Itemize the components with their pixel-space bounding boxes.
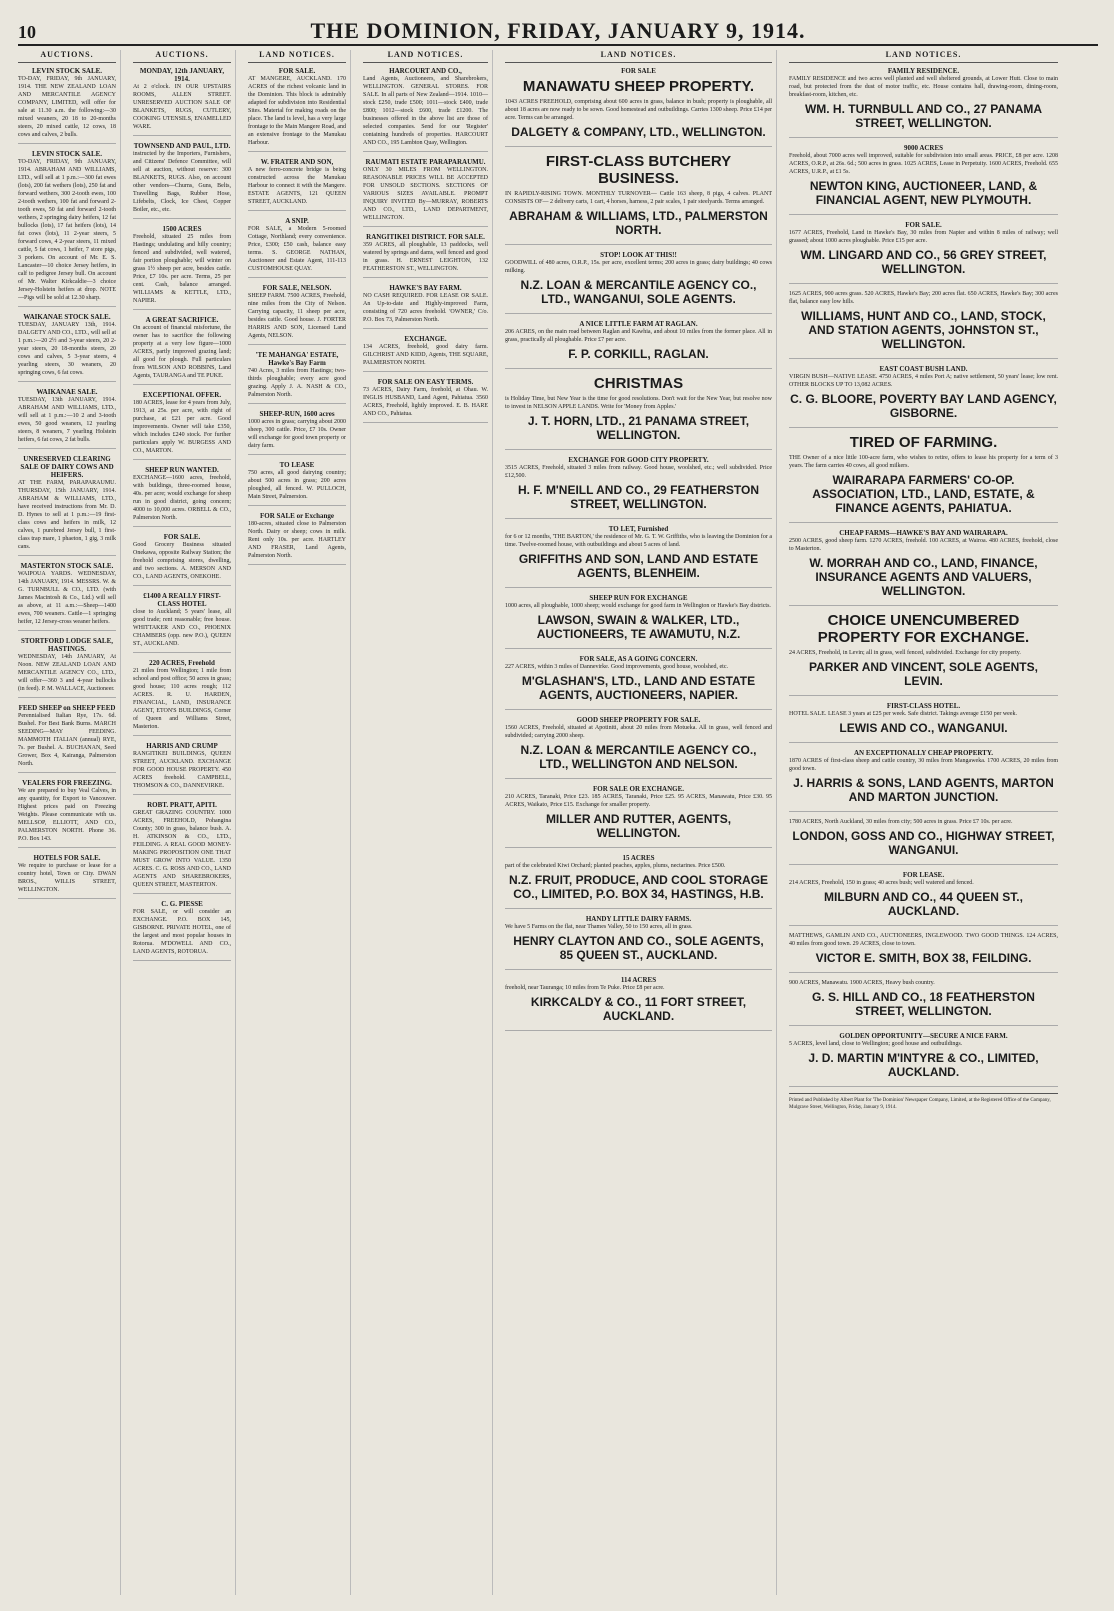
ad-body: 73 ACRES, Dairy Farm, freehold, at Ohau. W. INGLIS HUSBAND, Land Agent, Pahiatua. 3560 ACRES, Freehold, lightly improved. E. B. HARE AND CO., Pahiatua. (363, 387, 488, 417)
ad-heading: EXCEPTIONAL OFFER. (142, 391, 222, 399)
advertisement (18, 779, 116, 848)
advertisement (133, 67, 231, 136)
ad-display-headline: MANAWATU SHEEP PROPERTY. (522, 78, 755, 95)
advertisement (18, 150, 116, 307)
ad-body: 750 acres, all good dairying country; about 500 acres in grass; 200 acres ploughed, all fenced. W. PULLOCH, Main Street, Palmerston. (248, 470, 346, 500)
advertisement (789, 290, 1058, 359)
ad-heading: SHEEP RUN WANTED. (145, 466, 219, 474)
ad-body: On account of financial misfortune, the owner has to sacrifice the following property at a very low figure—1000 ACRES, partly improved grazing land; all good for plough. Full particulars from WILSON AND ROBBINS, Land Agents, TAURANGA and TE PUKE. (133, 325, 231, 379)
ad-heading: HARCOURT AND CO., (389, 67, 462, 75)
advertisement (133, 801, 231, 894)
ad-heading: FIRST-CLASS HOTEL. (886, 702, 961, 710)
ad-body: EXCHANGE—1600 acres, freehold, with buildings, three-roomed house, 40s. per acre; would exchange for sheep run in good district, going concern; 4000 to 10,000 acres. ORBELL & CO., Palmerston North. (133, 475, 231, 521)
advertisement (133, 900, 231, 961)
ad-advertiser: N.Z. LOAN & MERCANTILE AGENCY CO., LTD., WANGANUI, SOLE AGENTS. (520, 278, 757, 306)
advertisement (789, 365, 1058, 428)
column-2 (133, 50, 236, 1595)
column-3 (248, 50, 351, 1595)
advertisement (789, 529, 1058, 606)
advertisement (133, 142, 231, 219)
ad-advertiser: H. F. M'NEILL AND CO., 29 FEATHERSTON STREET, WELLINGTON. (517, 483, 760, 511)
ad-body: 21 miles from Wellington; 1 mile from school and post office; 50 acres in grass; good house; 110 acres rough; 112 ACRES. R. U. HARDEN, FINANCIAL, LAND, INSURANCE AGENT, ETON'S BUILDINGS, Corner of Queen and Williams Street, Masterton. (133, 668, 231, 730)
ad-advertiser: MILBURN AND CO., 44 QUEEN ST., AUCKLAND. (824, 890, 1023, 918)
ad-body: GOODWILL of 480 acres, O.R.P., 15s. per acre, excellent terms; 200 acres in grass; dairy buildings; 40 cows milking. (505, 260, 772, 274)
ad-heading: 114 ACRES (620, 976, 657, 984)
ad-heading: FOR SALE (621, 67, 656, 75)
ad-advertiser: LAWSON, SWAIN & WALKER, LTD., AUCTIONEERS, TE AWAMUTU, N.Z. (536, 613, 741, 641)
ad-heading: GOLDEN OPPORTUNITY—SECURE A NICE FARM. (839, 1032, 1008, 1040)
advertisement (789, 871, 1058, 926)
ad-body: Freehold, about 7000 acres well improved, suitable for subdivision into small areas. PRICE, £8 per acre. 1208 ACRES, O.R.P., at 26s. 6d.; 500 acres in grass. 1025 ACRES, Lease in Perpetuity. 1600 ACRES, Freehold. 655 ACRES, U.R.P., at £1 5s. (789, 153, 1058, 175)
advertisement (363, 233, 488, 278)
advertisement (18, 455, 116, 556)
column-6 (789, 50, 1062, 1595)
ad-body: 3515 ACRES, Freehold, situated 3 miles from railway. Good house, woolshed, etc.; well subdivided. Price £12,500. (505, 465, 772, 479)
ad-heading: FEED SHEEP on SHEEP FEED (18, 704, 116, 712)
advertisement (505, 655, 772, 710)
ad-body: NO CASH REQUIRED. FOR LEASE OR SALE. An Up-to-date and Highly-improved Farm, consisting of 720 acres freehold. 'OWNER,' C/o. P.O. Box 73, Palmerston North. (363, 293, 488, 323)
advertisement (248, 158, 346, 211)
advertisement (18, 854, 116, 899)
column-1 (18, 50, 121, 1595)
ad-advertiser: J. HARRIS & SONS, LAND AGENTS, MARTON AND MARTON JUNCTION. (793, 776, 1054, 804)
column-5 (505, 50, 777, 1595)
ad-heading: LEVIN STOCK SALE. (31, 150, 103, 158)
advertisement (505, 915, 772, 970)
ad-heading: FOR SALE ON EASY TERMS. (377, 378, 474, 386)
ad-body: 24 ACRES, Freehold, in Levin; all in grass, well fenced, subdivided. Exchange for city property. (789, 650, 1021, 656)
ad-heading: HAWKE'S BAY FARM. (389, 284, 462, 292)
ad-display-headline: CHRISTMAS (593, 375, 684, 392)
ad-heading: A NICE LITTLE FARM AT RAGLAN. (579, 320, 698, 328)
ad-body: 1780 ACRES, North Auckland, 30 miles from city; 500 acres in grass. Price £7 10s. per acre. (789, 819, 1013, 825)
advertisement (18, 67, 116, 144)
advertisement (248, 410, 346, 455)
advertisement (505, 320, 772, 369)
ad-body: for 6 or 12 months, 'THE BARTON,' the residence of Mr. G. T. W. Griffiths, who is leaving the Dominion for a time. Twelve-roomed house, with outbuildings and about 5 acres of land. (505, 534, 772, 548)
ad-heading: AN EXCEPTIONALLY CHEAP PROPERTY. (854, 749, 993, 757)
ad-body: FOR SALE, a Modern 5-roomed Cottage, Northland; every convenience. Price, £300; £50 cash, balance easy terms. S. GEORGE NATHAN, Auctioneer and Estate Agent, 111-113 CUSTOMHOUSE QUAY. (248, 226, 346, 272)
advertisement (505, 854, 772, 909)
ad-body: WAIPOUA YARDS. WEDNESDAY, 14th JANUARY, 1914. MESSRS. W. & G. TURNBULL & CO., LTD. (with James Macintosh & Co., Ltd.) will sell as above, at 11 a.m.:—Sheep—1400 ewes, 700 weaners. Cattle—1 springing heifer, 12 Jersey-cross weaner heifers. (18, 571, 116, 625)
ad-body: SHEEP FARM. 7500 ACRES, Freehold, nine miles from the City of Nelson. Carrying capacity, 11 sheep per acre, besides cattle. Good house. J. FORTER HARRIS AND SON, Licensed Land Agents, NELSON. (248, 293, 346, 339)
ad-advertiser: WILLIAMS, HUNT AND CO., LAND, STOCK, AND STATION AGENTS, JOHNSTON ST., WELLINGTON. (801, 309, 1046, 351)
ad-body: THE Owner of a nice little 100-acre farm, who wishes to retire, offers to lease his property for a term of 3 years. The farm carries 40 cows, all good milkers. (789, 455, 1058, 469)
ad-heading: EAST COAST BUSH LAND. (879, 365, 968, 373)
masthead (18, 18, 1098, 46)
advertisement (505, 525, 772, 588)
ad-heading: 220 ACRES, Freehold (149, 659, 215, 667)
ad-heading: RANGITIKEI DISTRICT. FOR SALE. (366, 233, 485, 241)
ad-body: 2500 ACRES, good sheep farm. 1270 ACRES, freehold. 100 ACRES, at Wairoa. 480 ACRES, freehold, close to Masterton. (789, 538, 1058, 552)
ad-advertiser: PARKER AND VINCENT, SOLE AGENTS, LEVIN. (809, 660, 1038, 688)
ad-heading: FOR SALE, NELSON. (262, 284, 332, 292)
advertisement (248, 512, 346, 565)
advertisement (505, 375, 772, 450)
ad-body: 180-acres, situated close to Palmerston North. Dairy or sheep; cows in milk. Rent only 10s. per acre. HARTLEY AND FRASER, Land Agents, Palmerston North. (248, 521, 346, 559)
advertisement (133, 225, 231, 310)
advertisement (133, 592, 231, 653)
advertisement (248, 217, 346, 278)
ad-display-headline: TIRED OF FARMING. (849, 434, 998, 451)
ad-body: Land Agents, Auctioneers, and Sharebrokers, WELLINGTON. GENERAL STORES. FOR SALE. In all parts of New Zealand—1914. 1010—stock £250, trade £500; 1011—stock £400, trade £800; 1012—stock £600, trade £1200. The businesses offered in the above list are those of selected companies. Send for our 'Register' containing hundreds of properties. HARCOURT AND CO., 195 Lambton Quay, Wellington. (363, 76, 488, 146)
advertisement (789, 434, 1058, 523)
ad-body: instructed by the Importers, Furnishers, and Citizens' Defence Committee, will sell at auction, without reserve: 300 BLANKETS, RUGS. Also, on account other vendors—Churns, Guns, Belts, Travelling Bags, Rubber Hose, Lifebelts, Clock, Ice Chest, Copper Boiler, etc., etc. (133, 151, 231, 213)
ad-body: 359 ACRES, all ploughable, 13 paddocks, well watered by springs and dams, well fenced and good in grass. H. ERNEST LEIGHTON, 132 FEATHERSTON ST., WELLINGTON. (363, 242, 488, 272)
ad-body: 1677 ACRES, Freehold, Land in Hawke's Bay, 30 miles from Napier and within 8 miles of railway; well grassed; about 1000 acres ploughable. Price £15 per acre. (789, 230, 1058, 244)
ad-body: TO-DAY, FRIDAY, 9th JANUARY, 1914. THE NEW ZEALAND LOAN AND MERCANTILE AGENCY COMPANY, LIMITED, will offer for sale at 11.30 a.m. the following:—30 mixed weaners, 20 18 to 20-months steers, 20 mixed cattle, 12 cows, 18 cows and calves, 2 bulls. (18, 76, 116, 138)
ad-heading: 1500 ACRES (162, 225, 202, 233)
ads-list (505, 67, 772, 1031)
advertisement (789, 612, 1058, 696)
advertisement (789, 1032, 1058, 1087)
ad-body: Perennialised Italian Rye, 17s. 6d. Bushel. For Best Bank Burns. MARCH SEEDING—MAY FEEDING. MAMMOTH ITALIAN (annual) RYE, 7s. per Bushel. A. BUCHANAN, Seed Grower, Box 4, Kairanga, Palmerston North. (18, 713, 116, 767)
ad-body: WEDNESDAY, 14th JANUARY, At Noon. NEW ZEALAND LOAN AND MERCANTILE AGENCY CO., LTD., will offer—360 3 and 4-year bullocks (in feed). P. M. WALLACE, Auctioneer. (18, 654, 116, 692)
ad-body: 206 ACRES, on the main road between Raglan and Kawhia, and about 10 miles from the former place. All in grass, practically all ploughable. Price £7 per acre. (505, 329, 772, 343)
advertisement (18, 562, 116, 631)
ad-advertiser: WAIRARAPA FARMERS' CO-OP. ASSOCIATION, LTD., LAND, ESTATE, & FINANCE AGENTS, PAHIATUA. (812, 473, 1035, 515)
ad-heading: MONDAY, 12th JANUARY, 1914. (139, 67, 225, 83)
advertisement (133, 533, 231, 586)
ad-advertiser: GRIFFITHS AND SON, LAND AND ESTATE AGENTS, BLENHEIM. (518, 552, 759, 580)
ad-body: 1625 ACRES, 900 acres grass. 520 ACRES, Hawke's Bay; 200 acres flat. 650 ACRES, Hawke's Bay; 300 acres flat, balance easy low hills. (789, 291, 1058, 305)
ad-heading: SHEEP-RUN, 1600 acres (259, 410, 335, 418)
ad-heading: STORTFORD LODGE SALE, HASTINGS. (20, 637, 113, 653)
advertisement (363, 378, 488, 423)
ad-heading: CHEAP FARMS—HAWKE'S BAY AND WAIRARAPA. (839, 529, 1008, 537)
advertisement (789, 144, 1058, 215)
ad-heading: HARRIS AND CRUMP (146, 742, 218, 750)
ad-body: Good Grocery Business situated Onekawa, opposite Railway Station; the freehold comprising stores, dwelling, and two sections. A. MERSON AND CO., LAND AGENTS, ONEKOHE. (133, 542, 231, 580)
advertisement (505, 785, 772, 848)
ad-body: close to Auckland; 5 years' lease, all good trade; rent reasonable; free house. WHITTAKER AND CO., PHOENIX CHAMBERS (opp. new P.O.), QUEEN ST., AUCKLAND. (133, 609, 231, 647)
ad-heading: 'TE MAHANGA' ESTATE, Hawke's Bay Farm (255, 351, 339, 367)
ads-list (18, 67, 116, 899)
ad-body: TUESDAY, JANUARY 13th, 1914. DALGETY AND CO., LTD., will sell at 1 p.m.:—20 2½ and 3-year steers, 20 2-year steers, 20 18-months steers, 20 cows and calves, 5 3-year steers, 4 yearling steers, 30 weaners, 20 springing cows, 6 fat cows. (18, 322, 116, 376)
ad-body: 214 ACRES, Freehold, 150 in grass; 40 acres bush; well watered and fenced. (789, 880, 974, 886)
ad-heading: W. FRATER AND SON, (260, 158, 334, 166)
advertisement (789, 932, 1058, 973)
ad-heading: GOOD SHEEP PROPERTY FOR SALE. (576, 716, 701, 724)
advertisement (789, 979, 1058, 1026)
ad-heading: C. G. PIESSE (161, 900, 203, 908)
ad-body: We require to purchase or lease for a country hotel, Town or City. DWAN BROS., WILLIS STREET, WELLINGTON. (18, 863, 116, 893)
column-header: LAND NOTICES. (505, 50, 772, 63)
ad-body: Freehold, situated 25 miles from Hastings; undulating and hilly country; fenced and subdivided, well watered, fair portion ploughable; will winter on grass 1½ sheep per acre, besides cattle. Price, £7 10s. per acre. Terms, 25 per cent. Cash, balance arranged. WILLIAMS & KETTLE, LTD., NAPIER. (133, 234, 231, 304)
ads-list (363, 67, 488, 423)
advertisement (18, 388, 116, 449)
advertisement (505, 67, 772, 147)
ad-heading: FOR SALE or Exchange (260, 512, 334, 520)
ad-heading: FOR SALE. (278, 67, 316, 75)
ad-body: We are prepared to buy Veal Calves, in any quantity, for Export to Vancouver. Highest prices paid on Freezing Weights. Please communicate with us. MELLSOP, ELLIOTT, AND CO., PALMERSTON NORTH. Phone 36. P.O. Box 143. (18, 788, 116, 842)
ad-heading: FAMILY RESIDENCE. (887, 67, 960, 75)
ad-body: part of the celebrated Kiwi Orchard; planted peaches, apples, plums, nectarines. Price £500. (505, 863, 726, 869)
advertisement (789, 749, 1058, 812)
advertisement (789, 221, 1058, 284)
ad-advertiser: DALGETY & COMPANY, LTD., WELLINGTON. (511, 125, 766, 139)
ad-heading: FOR SALE OR EXCHANGE. (592, 785, 684, 793)
ad-heading: RAUMATI ESTATE PARAPARAUMU. (365, 158, 486, 166)
advertisement (505, 594, 772, 649)
advertisement (505, 251, 772, 314)
ad-body: 1043 ACRES FREEHOLD, comprising about 600 acres in grass, balance in bush; property is ploughable, all about 18 acres are now ready to be sown. Good homestead and outbuildings. Carries 1300 sheep. Price £14 per acre. Terms can be arranged. (505, 99, 772, 121)
ad-advertiser: NEWTON KING, AUCTIONEER, LAND, & FINANCIAL AGENT, NEW PLYMOUTH. (809, 179, 1038, 207)
advertisement (363, 158, 488, 227)
ad-body: 134 ACRES, freehold, good dairy farm. GILCHRIST AND KIDD, Agents, THE SQUARE, PALMERSTON NORTH. (363, 344, 488, 366)
ad-advertiser: VICTOR E. SMITH, BOX 38, FEILDING. (815, 951, 1032, 965)
ad-body: 180 ACRES, lease for 4 years from July, 1913, at 25s. per acre, with right of purchase, at £21 per acre. Good improvements. Owner will take £350, which includes £240 stock. For further particulars apply W. BURGESS AND CO., MARTON. (133, 400, 231, 454)
ad-advertiser: M'GLASHAN'S, LTD., LAND AND ESTATE AGENTS, AUCTIONEERS, NAPIER. (521, 674, 756, 702)
ad-body: AT MANGERE, AUCKLAND. 170 ACRES of the richest volcanic land in the Dominion. This block is admirably adapted for subdivision into Residential Sites. Material for making roads on the place. The land is level, has a very large frontage to the Main Mangere Road, and an extensive frontage to the Manukau Harbour. (248, 76, 346, 146)
column-header: AUCTIONS. (18, 50, 116, 63)
ad-advertiser: ABRAHAM & WILLIAMS, LTD., PALMERSTON NORTH. (509, 209, 768, 237)
ad-body: IN RAPIDLY-RISING TOWN. MONTHLY TURNOVER— Cattle 163 sheep, 8 pigs, 4 calves. PLANT CONSISTS OF— 2 delivery carts, 1 cart, 4 horses, harness, 2 pair scales, 1 pair steelyards. Terms arranged. (505, 191, 772, 205)
ad-heading: VEALERS FOR FREEZING. (22, 779, 112, 787)
ad-body: VIRGIN BUSH—NATIVE LEASE. 4750 ACRES, 4 miles Port A; native settlement, 50 years' lease; low rent. OTHER BLOCKS UP TO 13,082 ACRES. (789, 374, 1058, 388)
ad-heading: WAIKANAE STOCK SALE. (23, 313, 111, 321)
ad-advertiser: N.Z. FRUIT, PRODUCE, AND COOL STORAGE CO., LIMITED, P.O. BOX 34, HASTINGS, H.B. (508, 873, 769, 901)
column-4 (363, 50, 493, 1595)
ads-list (789, 67, 1058, 1087)
ad-heading: HOTELS FOR SALE. (33, 854, 101, 862)
ad-body: ONLY 30 MILES FROM WELLINGTON. REASONABLE PRICES WILL BE ACCEPTED FOR UNSOLD SECTIONS. SECTIONS OF VARIOUS SIZES AVAILABLE. PROMPT INQUIRY INVITED By—MURRAY, ROBERTS AND CO., LTD., LAND DEPARTMENT, WELLINGTON. (363, 167, 488, 221)
ad-heading: A SNIP. (285, 217, 309, 225)
advertisement (133, 659, 231, 736)
ad-heading: ROBT. PRATT, APITI. (147, 801, 217, 809)
ad-heading: LEVIN STOCK SALE. (31, 67, 103, 75)
advertisement (248, 461, 346, 506)
advertisement (18, 704, 116, 773)
ad-heading: EXCHANGE. (404, 335, 447, 343)
ad-heading: TO LEASE (279, 461, 315, 469)
ad-body: 740 Acres, 3 miles from Hastings; two-thirds ploughable; every acre good grazing. Apply J. A. NASH & CO., Palmerston North. (248, 368, 346, 398)
advertisement (505, 976, 772, 1031)
ad-heading: UNRESERVED CLEARING SALE OF DAIRY COWS AND HEIFERS. (20, 455, 114, 479)
ad-body: RANGITIKEI BUILDINGS, QUEEN STREET, AUCKLAND. EXCHANGE FOR GOOD HOUSE PROPERTY. 450 ACRES freehold. CAMPBELL, THOMSON & CO., DANNEVIRKE. (133, 751, 231, 789)
ad-body: 227 ACRES, within 3 miles of Dannevirke. Good improvements, good house, woolshed, etc. (505, 664, 728, 670)
ad-heading: TOWNSEND AND PAUL, LTD. (133, 142, 231, 150)
ad-body: FOR SALE, or will consider an EXCHANGE. P.O. BOX 145, GISBORNE. PRIVATE HOTEL, one of the largest and most popular houses in Rotorua. M'DOWELL AND CO., LAND AGENTS, ROTORUA. (133, 909, 231, 955)
advertisement (789, 818, 1058, 865)
ad-advertiser: W. MORRAH AND CO., LAND, FINANCE, INSURANCE AGENTS AND VALUERS, WELLINGTON. (809, 556, 1038, 598)
ad-body: GREAT GRAZING COUNTRY. 1000 ACRES, FREEHOLD, Pohangina County; 300 in grass, balance bush. A. H. ATKINSON & CO., LTD., FEILDING. A REAL GOOD MONEY-MAKING PROPOSITION ONE THAT MUST GROW INTO VALUE. 1350 ACRES. C. G. ROSS AND CO., LAND AGENTS AND SHAREBROKERS, QUEEN STREET, MASTERTON. (133, 810, 231, 888)
columns (18, 50, 1098, 1595)
ad-body: 1000 acres, all ploughable, 1000 sheep; would exchange for good farm in Wellington or Hawke's Bay districts. (505, 603, 771, 609)
ad-advertiser: N.Z. LOAN & MERCANTILE AGENCY CO., LTD., WELLINGTON AND NELSON. (520, 743, 757, 771)
ad-body: TUESDAY, 13th JANUARY, 1914. ABRAHAM AND WILLIAMS, LTD., will sell at 1 p.m.:—10 2 and 3-tooth ewes, 50 good weaners, 12 yearling steers, 8 weaners, 7 yearling Holstein heifers, 6 fat cows, 2 fat bulls. (18, 397, 116, 443)
advertisement (133, 316, 231, 385)
ad-body: 1000 acres in grass; carrying about 2000 sheep, 300 cattle. Price, £7 10s. Owner will exchange for good town property or dairy farm. (248, 419, 346, 449)
advertisement (789, 702, 1058, 743)
column-header: LAND NOTICES. (789, 50, 1058, 63)
advertisement (133, 742, 231, 795)
ad-body: AT THE FARM, PARAPARAUMU. THURSDAY, 15th JANUARY, 1914. ABRAHAM & WILLIAMS, LTD., have received instructions from Mr. D. D. Hynes to sell at 1 p.m.:—19 first-class cows and heifers in milk, 12 calves, 1 purebred Jersey bull, 1 first-class trap mare, 1 phaeton, 1 gig, 3 milk cans. (18, 480, 116, 550)
ad-body: 900 ACRES, Manawatu. 1900 ACRES, Heavy bush country. (789, 980, 935, 986)
ad-body: 1560 ACRES, Freehold, situated at Apotiniti, about 20 miles from Motueka. All in grass, well fenced and subdivided; carrying 2000 sheep. (505, 725, 772, 739)
advertisement (133, 391, 231, 460)
ad-advertiser: J. D. MARTIN M'INTYRE & CO., LIMITED, AUCKLAND. (808, 1051, 1039, 1079)
advertisement (18, 637, 116, 698)
ad-heading: FOR SALE. (905, 221, 942, 229)
advertisement (18, 313, 116, 382)
advertisement (363, 284, 488, 329)
ad-advertiser: J. T. HORN, LTD., 21 PANAMA STREET, WELLINGTON. (527, 414, 750, 442)
advertisement (363, 335, 488, 372)
column-header: AUCTIONS. (133, 50, 231, 63)
ad-heading: TO LET, Furnished (608, 525, 669, 533)
ad-heading: WAIKANAE SALE. (36, 388, 98, 396)
ad-advertiser: C. G. BLOORE, POVERTY BAY LAND AGENCY, GISBORNE. (790, 392, 1057, 420)
ad-advertiser: F. P. CORKILL, RAGLAN. (568, 347, 709, 361)
ad-heading: MASTERTON STOCK SALE. (20, 562, 114, 570)
ad-heading: 15 ACRES (622, 854, 655, 862)
ad-body: TO-DAY, FRIDAY, 9th JANUARY, 1914. ABRAHAM AND WILLIAMS, LTD., will sell at 1 p.m.:—300 fat ewes (lots), 200 fat wethers (lots), 250 fat and forward wethers, 300 2-tooth ewes, 100 2-tooth wethers, 100 fat and forward 2-tooth ewes, 50 fat and forward 2-tooth wethers, 2 springing dairy heifers, 12 fat bullocks (lots), 17 fat heifers (lots), 14 fat cows (lots), 11 2-year steers, 5 forward cows, 4 2-year steers, 11 mixed cattle, 5 fat cows, 1 heifer, 7 store pigs, 3 porkers. On account of Mr. E. S. Lancaster—10 choice Jersey heifers, in calf to pedigree Jersey bull. On account of Mr. Walter Kirkcaldie—3 choice Jersey-Holstein heifers at drop. NOTE—Pigs will be sold at 12.30 sharp. (18, 159, 116, 301)
ad-heading: A GREAT SACRIFICE. (145, 316, 219, 324)
advertisement (789, 67, 1058, 138)
ad-display-headline: CHOICE UNENCUMBERED PROPERTY FOR EXCHANGE. (817, 612, 1030, 646)
ad-advertiser: WM. H. TURNBULL AND CO., 27 PANAMA STREET, WELLINGTON. (804, 102, 1043, 130)
ad-heading: FOR SALE, AS A GOING CONCERN. (579, 655, 698, 663)
ad-body: 1870 ACRES of first-class sheep and cattle country, 30 miles from Mangaweka. 1700 ACRES, 20 miles from good town. (789, 758, 1058, 772)
advertisement (505, 456, 772, 519)
ad-body: At 2 o'clock. IN OUR UPSTAIRS ROOMS, ALLEN STREET. UNRESERVED AUCTION SALE OF BLANKETS, RUGS, CUTLERY, COOKING UTENSILS, ENAMELLED WARE. (133, 84, 231, 130)
ad-heading: 9000 ACRES (903, 144, 944, 152)
advertisement (363, 67, 488, 152)
ad-body: A new ferro-concrete bridge is being constructed across the Manukau Harbour to connect it with the Mangere. ESTATE AGENTS, 121 QUEEN STREET, AUCKLAND. (248, 167, 346, 205)
ads-list (133, 67, 231, 961)
ad-body: FAMILY RESIDENCE and two acres well planted and well sheltered grounds, at Lower Hutt. Close to main road, but protected from the dust of motor traffic, etc. House contains hall, drawing-room, dining-room, breakfast-room, kitchen, etc. (789, 76, 1058, 98)
ad-advertiser: MILLER AND RUTTER, AGENTS, WELLINGTON. (545, 812, 732, 840)
advertisement (133, 466, 231, 527)
ad-body: We have 5 Farms on the flat, near Thames Valley, 50 to 150 acres, all in grass. (505, 924, 693, 930)
ad-advertiser: HENRY CLAYTON AND CO., SOLE AGENTS, 85 QUEEN ST., AUCKLAND. (513, 934, 764, 962)
ad-heading: FOR SALE. (163, 533, 201, 541)
advertisement (248, 67, 346, 152)
ad-heading: STOP! LOOK AT THIS!! (600, 251, 677, 259)
column-header: LAND NOTICES. (363, 50, 488, 63)
advertisement (248, 351, 346, 404)
ad-body: 210 ACRES, Taranaki, Price £23. 185 ACRES, Taranaki, Price £25. 95 ACRES, Manawatu, Price £30. 95 ACRES, Waikato, Price £15. Exchange for smaller property. (505, 794, 772, 808)
ad-advertiser: G. S. HILL AND CO., 18 FEATHERSTON STREET, WELLINGTON. (812, 990, 1035, 1018)
ad-advertiser: KIRKCALDY & CO., 11 FORT STREET, AUCKLAND. (530, 995, 747, 1023)
ad-advertiser: LONDON, GOSS AND CO., HIGHWAY STREET, WANGANUI. (792, 829, 1055, 857)
ads-list (248, 67, 346, 565)
ad-display-headline: FIRST-CLASS BUTCHERY BUSINESS. (545, 153, 732, 187)
ad-body: 5 ACRES, level land, close to Wellington; good house and outbuildings. (789, 1041, 963, 1047)
ad-advertiser: LEWIS AND CO., WANGANUI. (839, 721, 1008, 735)
newspaper-title: THE DOMINION, FRIDAY, JANUARY 9, 1914. (310, 18, 806, 43)
ad-body: HOTEL SALE. LEASE 3 years at £25 per week. Safe district. Takings average £150 per week. (789, 711, 1018, 717)
ad-heading: EXCHANGE FOR GOOD CITY PROPERTY. (568, 456, 709, 464)
ad-body: freehold, near Tauranga; 10 miles from Te Puke. Price £8 per acre. (505, 985, 665, 991)
ad-body: MATTHEWS, GAMLIN AND CO., AUCTIONEERS, INGLEWOOD. TWO GOOD THINGS. 124 ACRES, 40 miles from good town. 29 ACRES, close to town. (789, 933, 1058, 947)
ad-heading: SHEEP RUN FOR EXCHANGE (589, 594, 688, 602)
ad-body: is Holiday Time, but New Year is the time for good resolutions. Don't wait for the New Year, but resolve now to invest in NELSON APPLE LANDS. Write for 'Money from Apples.' (505, 396, 772, 410)
advertisement (505, 153, 772, 245)
advertisement (505, 716, 772, 779)
ad-advertiser: WM. LINGARD AND CO., 56 GREY STREET, WELLINGTON. (800, 248, 1047, 276)
advertisement (248, 284, 346, 345)
column-header: LAND NOTICES. (248, 50, 346, 63)
ad-heading: HANDY LITTLE DAIRY FARMS. (585, 915, 692, 923)
printer-imprint: Printed and Published by Albert Plant for 'The Dominion' Newspaper Company, Limited, at the Registered Office of the Company, Mulgrave Street, Wellington, Friday, January 9, 1914. (789, 1093, 1058, 1111)
page-number: 10 (18, 22, 36, 42)
ad-heading: £1400 A REALLY FIRST-CLASS HOTEL (143, 592, 221, 608)
ad-heading: FOR LEASE. (902, 871, 945, 879)
